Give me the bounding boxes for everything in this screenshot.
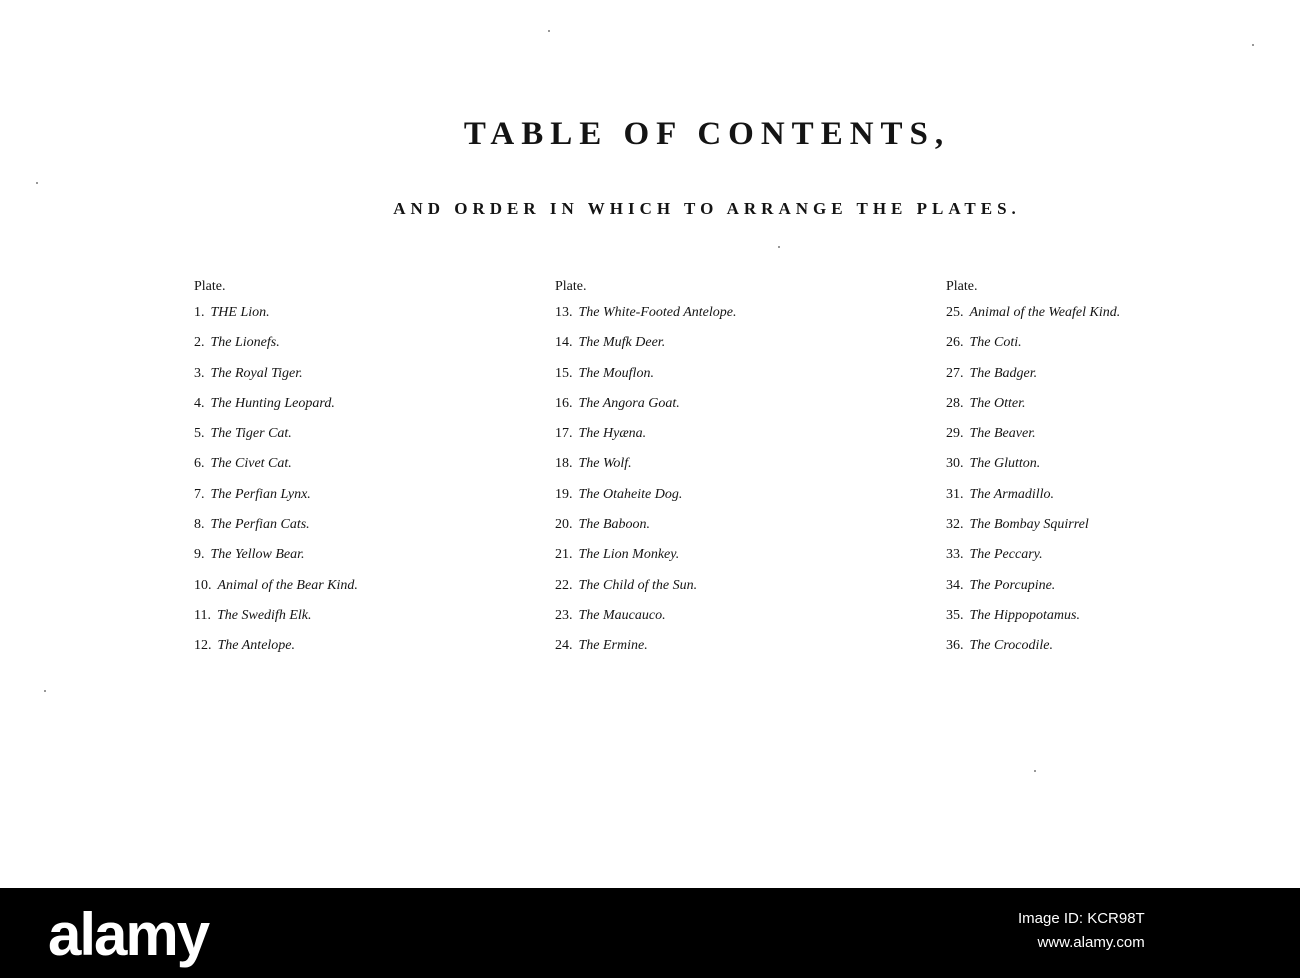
- plate-entry: [946, 298, 1120, 328]
- plates-column-1: [194, 276, 358, 662]
- plate-name: The Antelope.: [217, 638, 296, 654]
- plate-list: [946, 298, 1120, 662]
- plate-name: The Beaver.: [969, 426, 1036, 442]
- paper-speck: [36, 182, 38, 184]
- plate-number: 28.: [946, 395, 964, 411]
- page-subtitle: AND ORDER IN WHICH TO ARRANGE THE PLATES.: [393, 199, 1021, 218]
- watermark-info: [1018, 907, 1145, 955]
- plate-entry: [946, 571, 1120, 601]
- plate-number: 10.: [194, 577, 212, 593]
- plate-name: The Hunting Leopard.: [210, 395, 335, 411]
- watermark-logo: alamy: [48, 901, 209, 968]
- plates-column-3: [946, 276, 1120, 662]
- plate-entry: [194, 601, 358, 631]
- plate-entry: [555, 328, 736, 358]
- plate-entry: [194, 419, 358, 449]
- page-title: TABLE OF CONTENTS,: [463, 116, 951, 152]
- paper-speck: [548, 30, 550, 32]
- plate-name: THE Lion.: [210, 305, 270, 320]
- plate-entry: [194, 631, 358, 661]
- plate-entry: [194, 359, 358, 389]
- plate-name: The Wolf.: [578, 456, 632, 472]
- image-id: Image ID: KCR98T: [1018, 910, 1145, 927]
- plate-number: 18.: [555, 456, 573, 472]
- plate-name: The Child of the Sun.: [578, 577, 698, 593]
- plate-number: 21.: [555, 547, 573, 563]
- plate-name: Animal of the Weafel Kind.: [969, 305, 1121, 320]
- plate-entry: [946, 510, 1120, 540]
- plate-number: 20.: [555, 517, 573, 533]
- plate-name: The Otter.: [969, 395, 1026, 411]
- plate-number: 36.: [946, 638, 964, 654]
- plate-name: The Mouflon.: [578, 365, 654, 381]
- plate-entry: [555, 449, 736, 479]
- plate-name: The Crocodile.: [969, 638, 1053, 654]
- plate-number: 16.: [555, 395, 573, 411]
- plate-number: 19.: [555, 486, 573, 502]
- plates-column-2: [555, 276, 736, 662]
- plate-number: 34.: [946, 577, 964, 593]
- plate-number: 8.: [194, 517, 205, 533]
- plate-name: The Otaheite Dog.: [578, 486, 683, 502]
- plate-number: 12.: [194, 638, 212, 654]
- plate-entry: [194, 389, 358, 419]
- plate-entry: [946, 540, 1120, 570]
- plate-name: The Perfian Cats.: [210, 517, 310, 533]
- plate-name: The Ermine.: [578, 638, 648, 654]
- plate-entry: [555, 631, 736, 661]
- plate-entry: [555, 389, 736, 419]
- plate-name: The White-Footed Antelope.: [578, 305, 737, 320]
- plate-name: The Bombay Squirrel: [969, 517, 1089, 533]
- plate-number: 11.: [194, 607, 211, 623]
- plate-name: The Armadillo.: [969, 486, 1055, 502]
- plate-entry: [194, 449, 358, 479]
- plate-entry: [194, 328, 358, 358]
- plate-number: 31.: [946, 486, 964, 502]
- column-header: Plate.: [946, 279, 978, 294]
- plate-entry: [194, 540, 358, 570]
- plate-number: 26.: [946, 335, 964, 351]
- plate-name: The Lionefs.: [210, 335, 280, 351]
- plate-number: 29.: [946, 426, 964, 442]
- plate-number: 1.: [194, 305, 205, 320]
- plate-name: The Perfian Lynx.: [210, 486, 311, 502]
- plate-number: 3.: [194, 365, 205, 381]
- plate-name: The Baboon.: [578, 517, 651, 533]
- plate-entry: [555, 359, 736, 389]
- plate-entry: [946, 480, 1120, 510]
- plate-list: [194, 298, 358, 662]
- plate-number: 4.: [194, 395, 205, 411]
- plate-number: 22.: [555, 577, 573, 593]
- plate-entry: [555, 419, 736, 449]
- plate-number: 9.: [194, 547, 205, 563]
- plate-number: 35.: [946, 607, 964, 623]
- plate-number: 2.: [194, 335, 205, 351]
- plate-number: 15.: [555, 365, 573, 381]
- paper-speck: [1034, 770, 1036, 772]
- plate-entry: [555, 540, 736, 570]
- plate-name: The Hippopotamus.: [969, 607, 1080, 623]
- plate-number: 32.: [946, 517, 964, 533]
- plate-name: The Glutton.: [969, 456, 1041, 472]
- plate-number: 6.: [194, 456, 205, 472]
- paper-speck: [44, 690, 46, 692]
- plate-entry: [555, 480, 736, 510]
- plate-entry: [194, 571, 358, 601]
- plate-entry: [946, 359, 1120, 389]
- plate-entry: [946, 328, 1120, 358]
- site-url: www.alamy.com: [1037, 934, 1145, 951]
- plate-entry: [555, 298, 736, 328]
- plate-name: The Mufk Deer.: [578, 335, 666, 351]
- column-header: Plate.: [194, 279, 226, 294]
- plate-number: 30.: [946, 456, 964, 472]
- plate-number: 14.: [555, 335, 573, 351]
- plate-name: The Royal Tiger.: [210, 365, 303, 381]
- plate-name: The Swedifh Elk.: [216, 607, 312, 623]
- plate-entry: [946, 631, 1120, 661]
- plate-list: [555, 298, 736, 662]
- plate-name: Animal of the Bear Kind.: [217, 577, 358, 593]
- plate-entry: [555, 601, 736, 631]
- plate-number: 7.: [194, 486, 205, 502]
- plate-entry: [946, 389, 1120, 419]
- plate-name: The Maucauco.: [578, 607, 666, 623]
- plate-number: 17.: [555, 426, 573, 442]
- plate-name: The Yellow Bear.: [210, 547, 305, 563]
- plate-entry: [946, 449, 1120, 479]
- plate-name: The Badger.: [969, 365, 1038, 381]
- plate-entry: [555, 571, 736, 601]
- plate-number: 25.: [946, 305, 964, 320]
- plate-name: The Peccary.: [969, 547, 1043, 563]
- plate-name: The Angora Goat.: [578, 395, 680, 411]
- plate-name: The Tiger Cat.: [210, 426, 292, 442]
- plate-number: 27.: [946, 365, 964, 381]
- plate-entry: [194, 510, 358, 540]
- plate-number: 5.: [194, 426, 205, 442]
- plate-number: 23.: [555, 607, 573, 623]
- plate-name: The Porcupine.: [969, 577, 1056, 593]
- paper-speck: [1252, 44, 1254, 46]
- plate-name: The Lion Monkey.: [578, 547, 680, 563]
- plate-entry: [946, 601, 1120, 631]
- plate-name: The Civet Cat.: [210, 456, 292, 472]
- column-header: Plate.: [555, 279, 587, 294]
- plate-entry: [194, 480, 358, 510]
- plate-number: 33.: [946, 547, 964, 563]
- plate-entry: [555, 510, 736, 540]
- plate-entry: [194, 298, 358, 328]
- plate-number: 24.: [555, 638, 573, 654]
- plate-name: The Coti.: [969, 335, 1022, 351]
- paper-speck: [778, 246, 780, 248]
- plate-number: 13.: [555, 305, 573, 320]
- plate-entry: [946, 419, 1120, 449]
- plate-name: The Hyæna.: [578, 426, 647, 442]
